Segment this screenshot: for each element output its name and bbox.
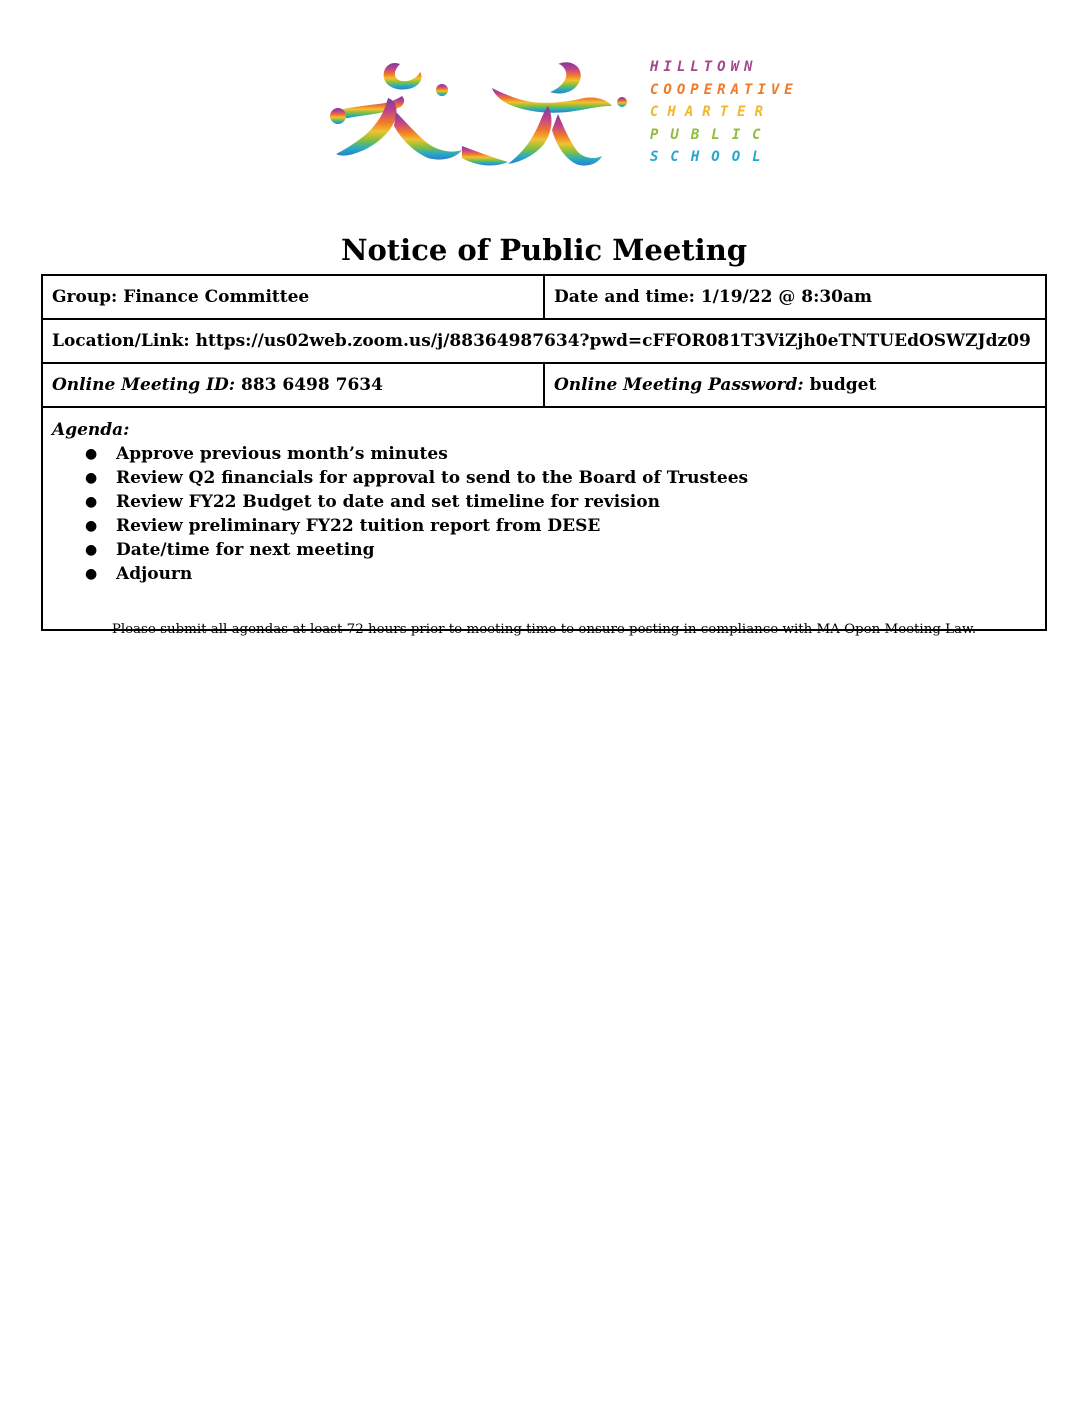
logo-wordmark xyxy=(650,56,798,169)
logo-word-4: PUBLIC xyxy=(650,126,773,143)
password-cell xyxy=(544,363,1046,407)
list-item xyxy=(52,442,1036,466)
location-cell xyxy=(42,319,1046,363)
bullet-icon: ● xyxy=(85,566,98,582)
page-title: Notice of Public Meeting xyxy=(340,233,748,267)
datetime-cell xyxy=(544,275,1046,319)
agenda-item-text: Date/time for next meeting xyxy=(116,540,375,560)
meeting-id-value: 883 6498 7634 xyxy=(241,375,383,395)
group-cell xyxy=(42,275,544,319)
group-value: Finance Committee xyxy=(123,287,310,307)
meeting-details-table xyxy=(41,274,1047,631)
agenda-heading: Agenda: xyxy=(52,420,130,440)
location-link[interactable]: https://us02web.zoom.us/j/88364987634?pwd=cFFOR081T3ViZjh0eTNTUEdOSWZJdz09 xyxy=(195,331,1031,351)
table-row xyxy=(42,319,1046,363)
bullet-icon: ● xyxy=(85,518,98,534)
bullet-icon: ● xyxy=(85,446,98,462)
group-label: Group: xyxy=(52,287,118,307)
table-row xyxy=(42,407,1046,630)
list-item xyxy=(52,514,1036,538)
password-value: budget xyxy=(809,375,877,395)
logo-figures-graphic xyxy=(322,54,632,178)
table-row xyxy=(42,275,1046,319)
bullet-icon: ● xyxy=(85,494,98,510)
meeting-id-cell xyxy=(42,363,544,407)
footer-note: Please submit all agendas at least 72 hours prior to meeting time to ensure posting in compliance with MA Open Meeting Law. xyxy=(111,622,977,637)
bullet-icon: ● xyxy=(85,470,98,486)
logo-word-3: CHARTER xyxy=(650,104,773,120)
agenda-item-text: Review preliminary FY22 tuition report from DESE xyxy=(116,516,601,536)
bullet-icon: ● xyxy=(85,542,98,558)
agenda-cell xyxy=(42,407,1046,630)
agenda-item-text: Review Q2 financials for approval to send to the Board of Trustees xyxy=(116,468,749,488)
list-item xyxy=(52,490,1036,514)
agenda-list xyxy=(52,442,1036,586)
logo-word-1: HILLTOWN xyxy=(650,59,758,75)
location-label: Location/Link: xyxy=(52,331,190,351)
list-item xyxy=(52,538,1036,562)
agenda-item-text: Adjourn xyxy=(116,564,193,584)
agenda-item-text: Approve previous month’s minutes xyxy=(116,444,448,464)
logo-word-2: COOPERATIVE xyxy=(650,81,798,98)
list-item xyxy=(52,466,1036,490)
table-row xyxy=(42,363,1046,407)
school-logo xyxy=(322,54,798,178)
agenda-item-text: Review FY22 Budget to date and set timeline for revision xyxy=(116,492,660,512)
meeting-id-label: Online Meeting ID: xyxy=(52,375,236,395)
datetime-value: 1/19/22 @ 8:30am xyxy=(700,287,873,307)
list-item xyxy=(52,562,1036,586)
logo-word-5: SCHOOL xyxy=(650,149,773,165)
datetime-label: Date and time: xyxy=(554,287,695,307)
password-label: Online Meeting Password: xyxy=(554,375,804,395)
